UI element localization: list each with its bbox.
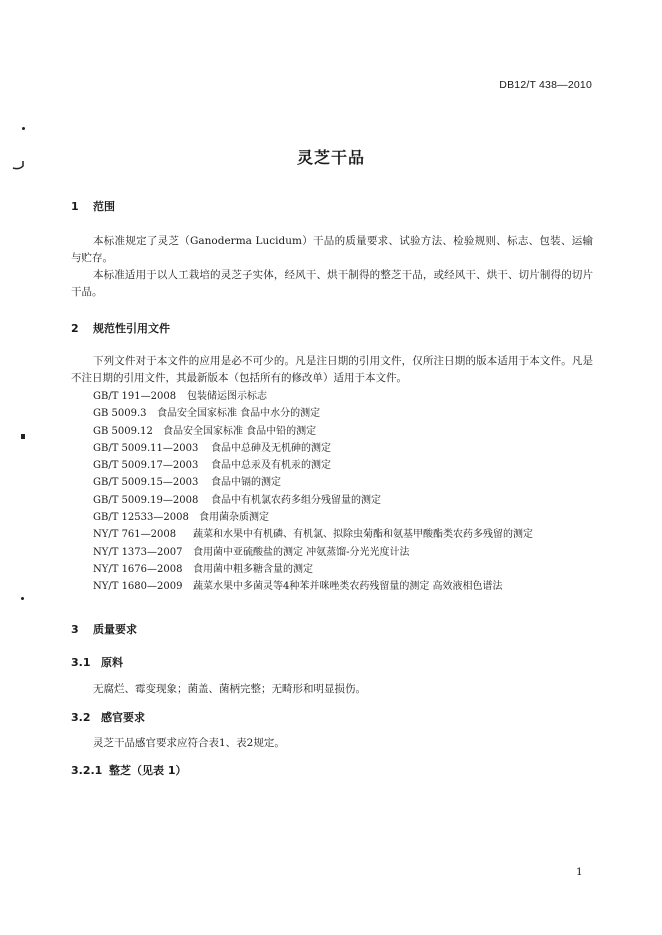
section-heading-scope <box>71 198 115 214</box>
subsection-number: 3.2 <box>71 711 91 724</box>
reference-title: 食用菌杂质测定 <box>199 512 269 524</box>
normative-intro-text: 下列文件对于本文件的应用是必不可少的。凡是注日期的引用文件，仅所注日期的版本适用于本文件。凡是不注日期的引用文件，其最新版本（包括所有的修改单）适用于本文件。 <box>71 355 593 384</box>
reference-item <box>93 544 533 561</box>
reference-code: GB/T 191—2008 <box>93 391 177 402</box>
reference-title: 食用菌中亚硫酸盐的测定 冲氨蒸馏-分光光度计法 <box>193 546 410 558</box>
reference-item <box>93 474 533 491</box>
reference-code: GB/T 12533—2008 <box>93 512 189 524</box>
reference-item <box>93 509 533 526</box>
subsection-number: 3.2.1 <box>71 764 103 777</box>
reference-code: GB/T 5009.19—2008 <box>93 494 199 506</box>
reference-title: 食品中总砷及无机砷的测定 <box>211 442 331 454</box>
raw-material-text: 无腐烂、霉变现象；菌盖、菌柄完整；无畸形和明显损伤。 <box>93 683 366 695</box>
page-number: 1 <box>576 866 583 878</box>
reference-item <box>93 492 533 509</box>
reference-code: GB/T 5009.15—2003 <box>93 477 199 489</box>
normative-intro <box>71 353 593 387</box>
reference-code: NY/T 1373—2007 <box>93 546 183 558</box>
reference-title: 包装储运图示标志 <box>187 391 267 402</box>
subsection-number: 3.1 <box>71 656 91 669</box>
reference-code: GB 5009.3 <box>93 408 147 420</box>
subsection-heading-raw <box>71 654 123 670</box>
scan-dot <box>21 597 24 600</box>
document-title: 灵芝干品 <box>296 148 365 167</box>
reference-item <box>93 405 533 422</box>
section-number: 1 <box>71 200 79 213</box>
subsection-title: 感官要求 <box>101 711 145 724</box>
reference-title: 食品中总汞及有机汞的测定 <box>211 460 331 472</box>
reference-title: 食品中镉的测定 <box>211 477 281 489</box>
scope-paragraphs <box>71 233 593 301</box>
reference-code: GB 5009.12 <box>93 425 153 437</box>
reference-item <box>93 526 533 543</box>
reference-code: GB/T 5009.11—2003 <box>93 442 199 454</box>
reference-title: 食品安全国家标准 食品中铅的测定 <box>163 425 317 437</box>
subsection-title: 整芝（见表 1） <box>109 764 187 777</box>
reference-title: 蔬菜和水果中有机磷、有机氯、拟除虫菊酯和氨基甲酸酯类农药多残留的测定 <box>193 529 533 541</box>
reference-item <box>93 440 533 457</box>
reference-item <box>93 578 533 595</box>
reference-item <box>93 423 533 440</box>
scan-dot <box>21 434 25 439</box>
reference-title: 食品中有机氯农药多组分残留量的测定 <box>211 494 381 506</box>
section-title: 范围 <box>93 200 115 213</box>
section-number: 2 <box>71 322 79 335</box>
reference-item <box>93 388 533 405</box>
section-number: 3 <box>71 623 79 636</box>
subsection-title: 原料 <box>101 656 123 669</box>
sensory-text: 灵芝干品感官要求应符合表1、表2规定。 <box>93 737 285 749</box>
reference-code: NY/T 1676—2008 <box>93 563 183 575</box>
reference-title: 蔬菜水果中多菌灵等4种苯并咪唑类农药残留量的测定 高效液相色谱法 <box>193 581 503 593</box>
section-heading-quality <box>71 621 137 637</box>
section-title: 质量要求 <box>93 623 137 636</box>
scope-paragraph: 本标准适用于以人工栽培的灵芝子实体，经风干、烘干制得的整芝干品，或经风干、烘干、切片制得的切片干品。 <box>71 269 593 298</box>
reference-item <box>93 457 533 474</box>
scope-paragraph: 本标准规定了灵芝（Ganoderma Lucidum）干品的质量要求、试验方法、检验规则、标志、包装、运输与贮存。 <box>71 235 593 264</box>
reference-item <box>93 561 533 578</box>
document-code: DB12/T 438—2010 <box>499 79 592 91</box>
reference-code: GB/T 5009.17—2003 <box>93 460 199 472</box>
reference-code: NY/T 1680—2009 <box>93 581 183 593</box>
subsection-heading-whole <box>71 762 186 778</box>
reference-title: 食用菌中粗多糖含量的测定 <box>193 563 313 575</box>
scan-dot <box>22 127 25 130</box>
section-heading-normative <box>71 320 170 336</box>
reference-title: 食品安全国家标准 食品中水分的测定 <box>157 408 321 420</box>
subsection-heading-sensory <box>71 709 145 725</box>
section-title: 规范性引用文件 <box>93 322 170 335</box>
reference-list <box>93 388 533 596</box>
reference-code: NY/T 761—2008 <box>93 529 177 541</box>
